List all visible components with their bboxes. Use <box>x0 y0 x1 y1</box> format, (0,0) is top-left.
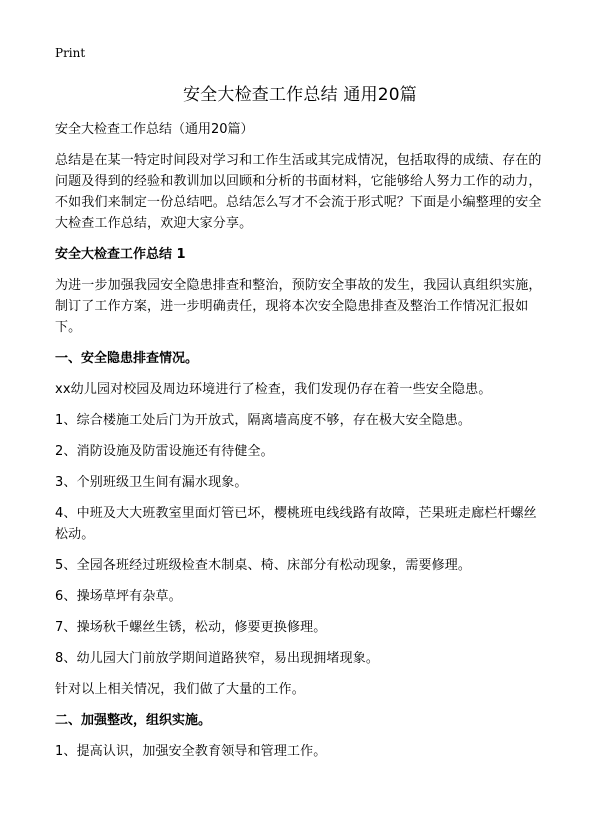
part1-intro: xx幼儿园对校园及周边环境进行了检查，我们发现仍存在着一些安全隐患。 <box>55 382 492 397</box>
list-item: 5、全园各班经过班级检查木制桌、椅、床部分有松动现象，需要修理。 <box>55 558 472 573</box>
list-item: 2、消防设施及防雷设施还有待健全。 <box>55 444 274 459</box>
part2-item: 1、提高认识，加强安全教育领导和管理工作。 <box>55 744 327 759</box>
print-link[interactable]: Print <box>55 46 86 60</box>
list-item: 7、操场秋千螺丝生锈，松动，修要更换修理。 <box>55 620 327 635</box>
list-item: 8、幼儿园大门前放学期间道路狭窄，易出现拥堵现象。 <box>55 651 380 666</box>
intro-paragraph: 总结是在某一特定时间段对学习和工作生活或其完成情况，包括取得的成绩、存在的问题及得到的经验和教训加以回顾和分析的书面材料，它能够给人努力工作的动力，不如我们来制定一份总结吧。总结怎么写才不会流于形式呢？下面是小编整理的安全大检查工作总结，欢迎大家分享。 <box>55 153 542 231</box>
document-subtitle: 安全大检查工作总结（通用20篇） <box>55 122 254 137</box>
document-title: 安全大检查工作总结 通用20篇 <box>182 85 418 105</box>
list-item: 6、操场草坪有杂草。 <box>55 589 182 604</box>
list-item: 4、中班及大大班教室里面灯管已坏，樱桃班电线线路有故障，芒果班走廊栏杆螺丝松动。 <box>55 506 537 542</box>
document-body <box>55 119 544 762</box>
section-intro-paragraph: 为进一步加强我园安全隐患排查和整治，预防安全事故的发生，我园认真组织实施，制订了工作方案，进一步明确责任，现将本次安全隐患排查及整治工作情况汇报如下。 <box>55 278 542 335</box>
part2-heading: 二、加强整改，组织实施。 <box>55 713 212 728</box>
list-item: 1、综合楼施工处后门为开放式，隔离墙高度不够，存在极大安全隐患。 <box>55 413 472 428</box>
part1-heading: 一、安全隐患排查情况。 <box>55 351 199 366</box>
list-item: 3、个别班级卫生间有漏水现象。 <box>55 475 248 490</box>
part1-summary: 针对以上相关情况，我们做了大量的工作。 <box>55 682 305 697</box>
section-heading: 安全大检查工作总结 1 <box>55 247 186 262</box>
